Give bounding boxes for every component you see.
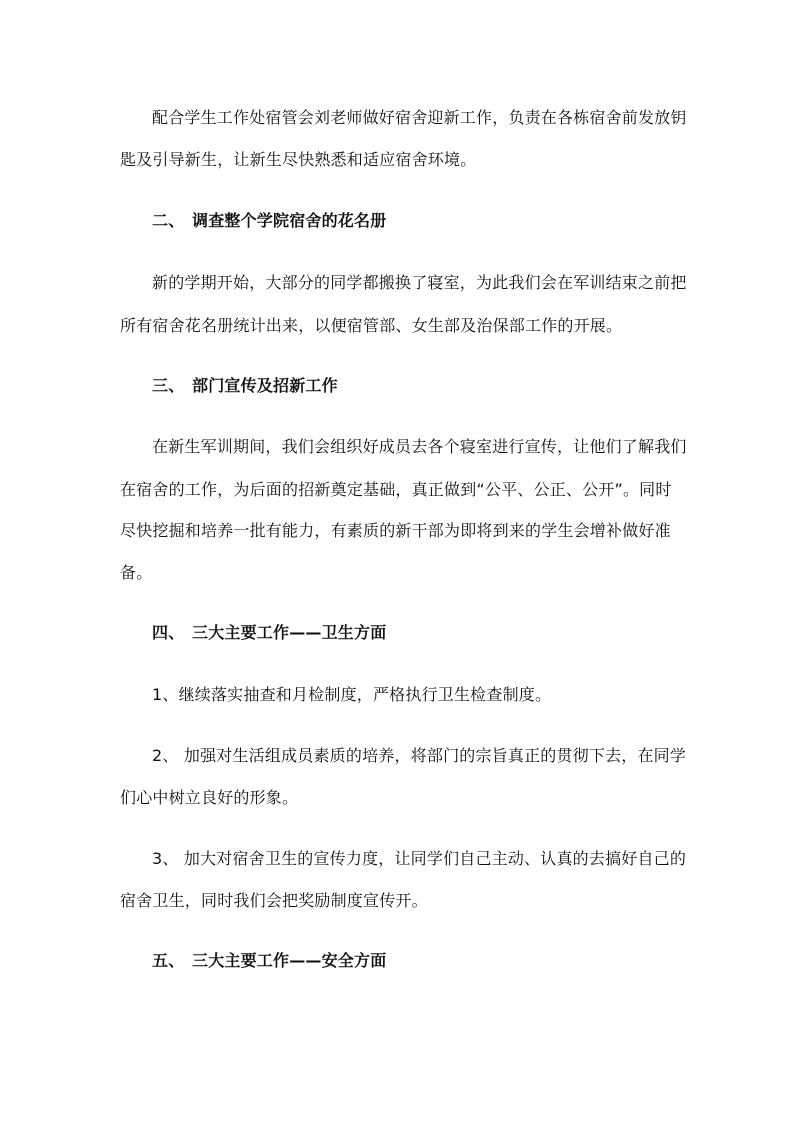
section-title: 调查整个学院宿舍的花名册	[192, 211, 387, 230]
section-number: 五、	[152, 951, 185, 970]
list-item: 3、 加大对宿舍卫生的宣传力度，让同学们自己主动、认真的去搞好自己的	[152, 849, 687, 868]
paragraph-line: 匙及引导新生，让新生尽快熟悉和适应宿舍环境。	[120, 150, 477, 169]
paragraph-line: 尽快挖掘和培养一批有能力，有素质的新干部为即将到来的学生会增补做好准	[120, 521, 671, 540]
section-heading-3	[152, 376, 338, 396]
paragraph-line: 新的学期开始，大部分的同学都搬换了寝室，为此我们会在军训结束之前把	[152, 273, 687, 292]
list-item: 1、继续落实抽查和月检制度，严格执行卫生检查制度。	[152, 685, 552, 704]
paragraph-line: 配合学生工作处宿管会刘老师做好宿舍迎新工作，负责在各栋宿舍前发放钥	[152, 108, 687, 127]
paragraph-line: 备。	[120, 563, 153, 582]
list-item: 2、 加强对生活组成员素质的培养，将部门的宗旨真正的贯彻下去，在同学	[152, 746, 687, 765]
section-title: 三大主要工作——安全方面	[192, 951, 387, 970]
section-number: 四、	[152, 623, 185, 642]
section-heading-4	[152, 623, 386, 643]
section-number: 三、	[152, 376, 185, 395]
section-title: 三大主要工作——卫生方面	[192, 623, 387, 642]
paragraph-line: 所有宿舍花名册统计出来，以便宿管部、女生部及治保部工作的开展。	[120, 316, 623, 335]
paragraph-line: 在宿舍的工作，为后面的招新奠定基础，真正做到“公平、公正、公开”。同时	[120, 480, 672, 499]
section-title: 部门宣传及招新工作	[192, 376, 338, 395]
list-item-continuation: 们心中树立良好的形象。	[120, 788, 299, 807]
paragraph-line: 在新生军训期间，我们会组织好成员去各个寝室进行宣传，让他们了解我们	[152, 437, 687, 456]
section-number: 二、	[152, 211, 185, 230]
list-item-continuation: 宿舍卫生，同时我们会把奖励制度宣传开。	[120, 891, 428, 910]
section-heading-2	[152, 211, 386, 231]
section-heading-5	[152, 951, 386, 971]
